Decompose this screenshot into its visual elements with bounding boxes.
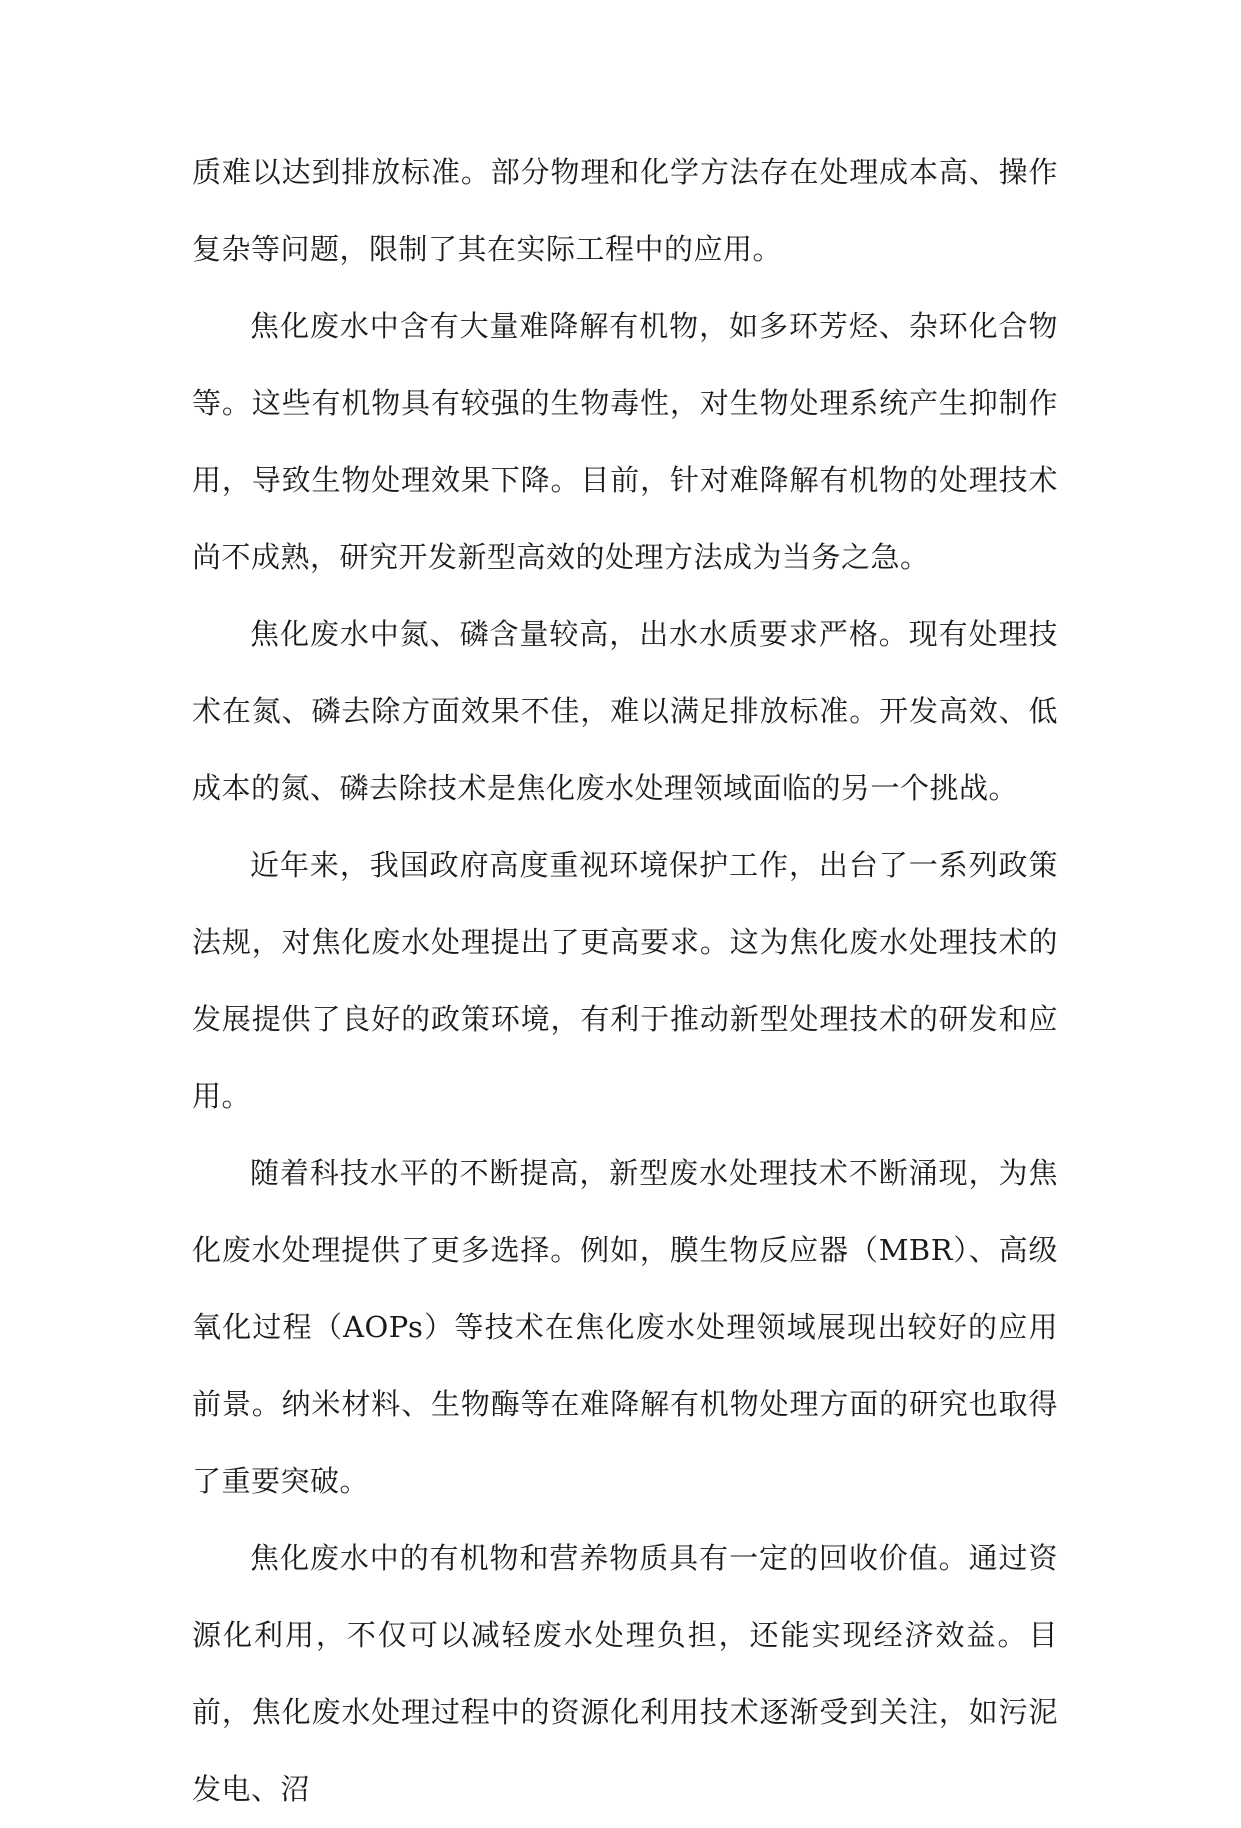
paragraph: 近年来，我国政府高度重视环境保护工作，出台了一系列政策法规，对焦化废水处理提出了更高要求。这为焦化废水处理技术的发展提供了良好的政策环境，有利于推动新型处理技术的研发和应用。 [192, 848, 1058, 1113]
body-text [192, 134, 1058, 1828]
paragraph: 焦化废水中含有大量难降解有机物，如多环芳烃、杂环化合物等。这些有机物具有较强的生物毒性，对生物处理系统产生抑制作用，导致生物处理效果下降。目前，针对难降解有机物的处理技术尚不成熟，研究开发新型高效的处理方法成为当务之急。 [192, 309, 1058, 574]
paragraph: 焦化废水中的有机物和营养物质具有一定的回收价值。通过资源化利用，不仅可以减轻废水处理负担，还能实现经济效益。目前，焦化废水处理过程中的资源化利用技术逐渐受到关注，如污泥发电、沼 [192, 1541, 1058, 1806]
paragraph: 焦化废水中氮、磷含量较高，出水水质要求严格。现有处理技术在氮、磷去除方面效果不佳，难以满足排放标准。开发高效、低成本的氮、磷去除技术是焦化废水处理领域面临的另一个挑战。 [192, 617, 1058, 805]
paragraph: 随着科技水平的不断提高，新型废水处理技术不断涌现，为焦化废水处理提供了更多选择。例如，膜生物反应器（MBR）、高级氧化过程（AOPs）等技术在焦化废水处理领域展现出较好的应用前景。纳米材料、生物酶等在难降解有机物处理方面的研究也取得了重要突破。 [192, 1156, 1058, 1498]
paragraph-continued: 质难以达到排放标准。部分物理和化学方法存在处理成本高、操作复杂等问题，限制了其在实际工程中的应用。 [192, 155, 1058, 266]
